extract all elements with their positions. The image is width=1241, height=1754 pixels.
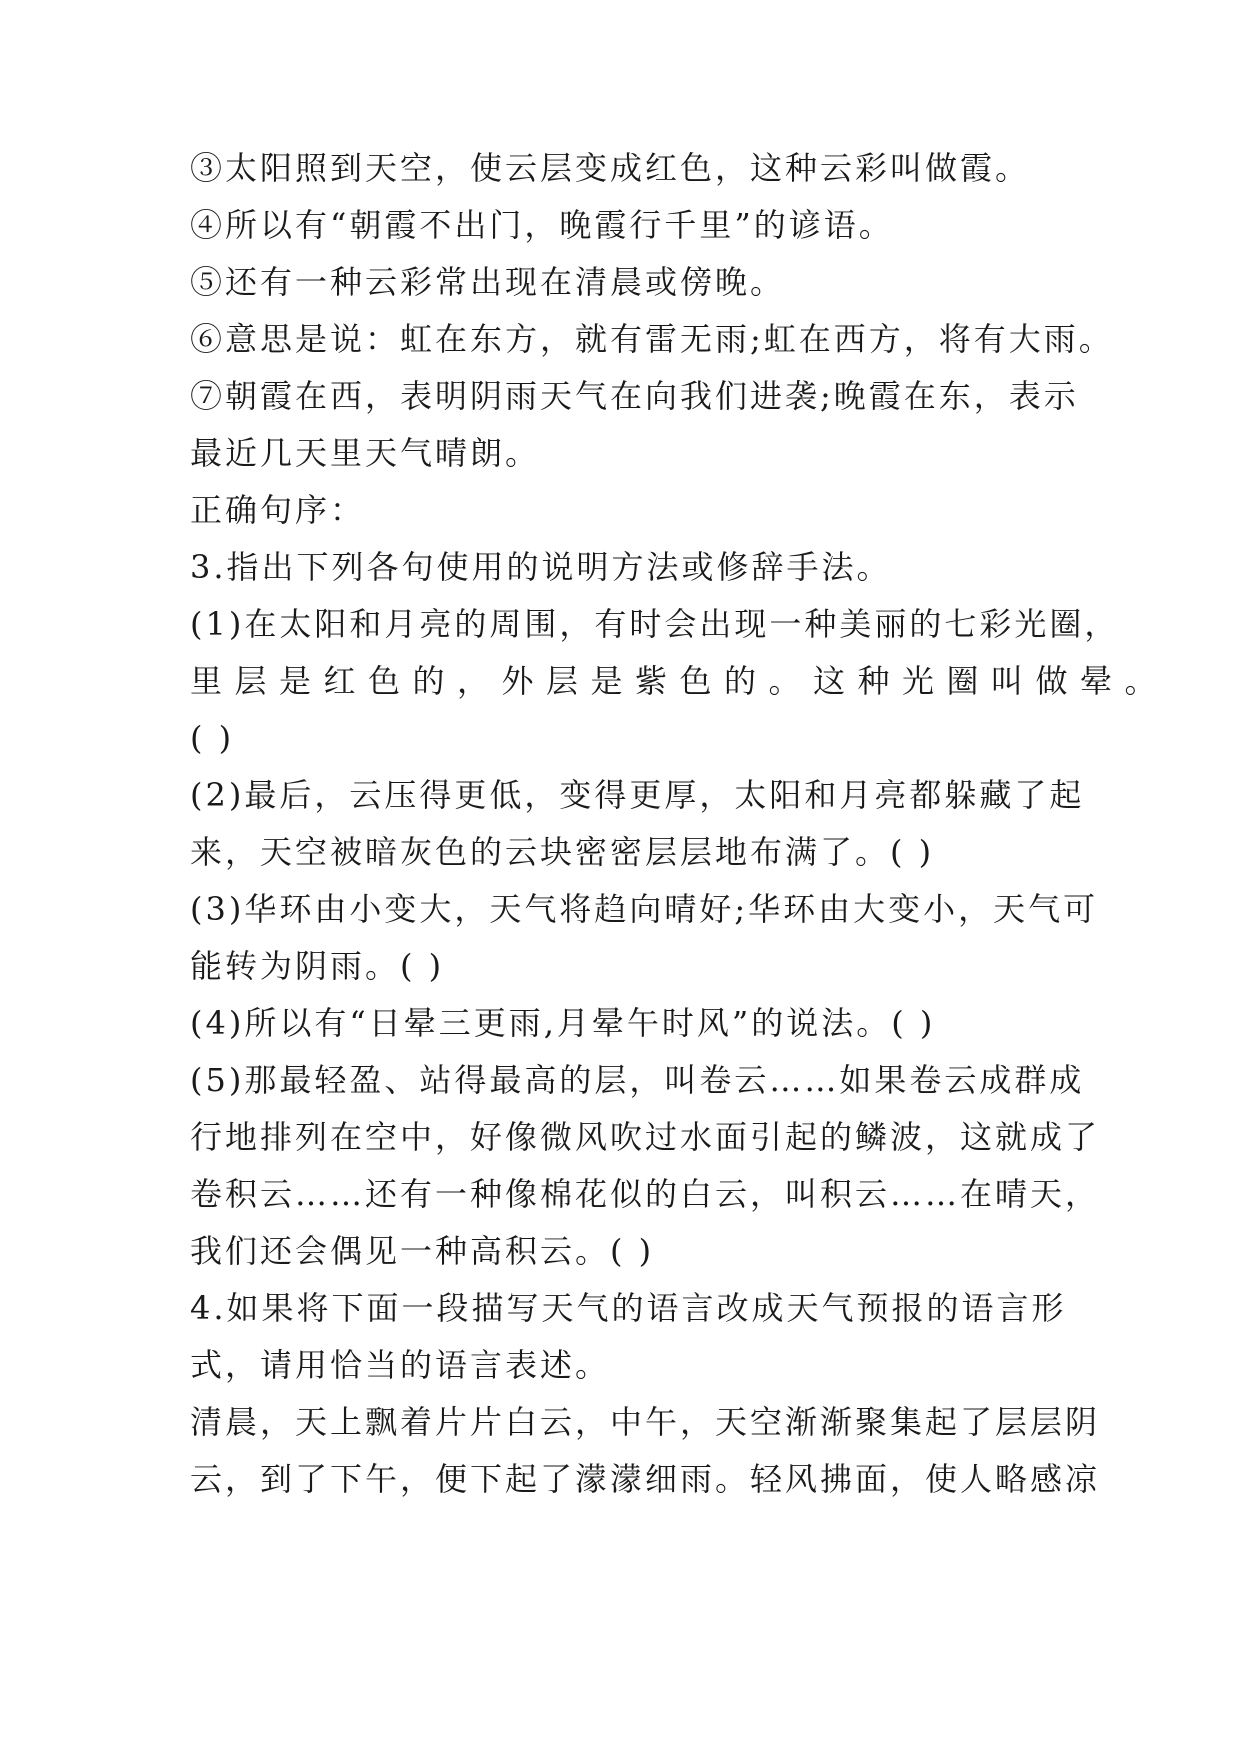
question-4-heading-line-1: 4.如果将下面一段描写天气的语言改成天气预报的语言形 xyxy=(190,1289,1067,1327)
q3-item-5-line-1: (5)那最轻盈、站得最高的层，叫卷云……如果卷云成群成 xyxy=(190,1061,1085,1099)
sentence-7-line-1: ⑦朝霞在西，表明阴雨天气在向我们进袭;晚霞在东，表示 xyxy=(190,377,1079,415)
sentence-4: ④所以有“朝霞不出门，晚霞行千里”的谚语。 xyxy=(190,206,894,244)
sentence-7-line-2: 最近几天里天气晴朗。 xyxy=(190,434,541,472)
q3-item-4: (4)所以有“日晕三更雨,月晕午时风”的说法。( ) xyxy=(190,1004,936,1042)
q3-item-3-line-2: 能转为阴雨。( ) xyxy=(190,947,445,985)
sentence-6: ⑥意思是说：虹在东方，就有雷无雨;虹在西方，将有大雨。 xyxy=(190,320,1114,358)
q3-item-5-line-2: 行地排列在空中，好像微风吹过水面引起的鳞波，这就成了 xyxy=(190,1118,1101,1156)
q3-item-3-line-1: (3)华环由小变大，天气将趋向晴好;华环由大变小，天气可 xyxy=(190,890,1099,928)
weather-passage-line-1: 清晨，天上飘着片片白云，中午，天空渐渐聚集起了层层阴 xyxy=(190,1403,1101,1441)
weather-passage-line-2: 云，到了下午，便下起了濛濛细雨。轻风拂面，使人略感凉 xyxy=(190,1460,1101,1498)
correct-order-label: 正确句序： xyxy=(190,491,366,529)
sentence-3: ③太阳照到天空，使云层变成红色，这种云彩叫做霞。 xyxy=(190,149,1031,187)
q3-item-1-answer-blank: ( ) xyxy=(190,719,235,757)
q3-item-5-line-3: 卷积云……还有一种像棉花似的白云，叫积云……在晴天， xyxy=(190,1175,1101,1213)
question-4-heading-line-2: 式，请用恰当的语言表述。 xyxy=(190,1346,611,1384)
question-3-heading: 3.指出下列各句使用的说明方法或修辞手法。 xyxy=(190,548,892,586)
sentence-5: ⑤还有一种云彩常出现在清晨或傍晚。 xyxy=(190,263,786,301)
q3-item-5-line-4: 我们还会偶见一种高积云。( ) xyxy=(190,1232,655,1270)
q3-item-2-line-2: 来，天空被暗灰色的云块密密层层地布满了。( ) xyxy=(190,833,935,871)
q3-item-1-line-1: (1)在太阳和月亮的周围，有时会出现一种美丽的七彩光圈， xyxy=(190,605,1120,643)
q3-item-2-line-1: (2)最后，云压得更低，变得更厚，太阳和月亮都躲藏了起 xyxy=(190,776,1085,814)
q3-item-1-line-2: 里层是红色的，外层是紫色的。这种光圈叫做晕。 xyxy=(190,662,1170,700)
